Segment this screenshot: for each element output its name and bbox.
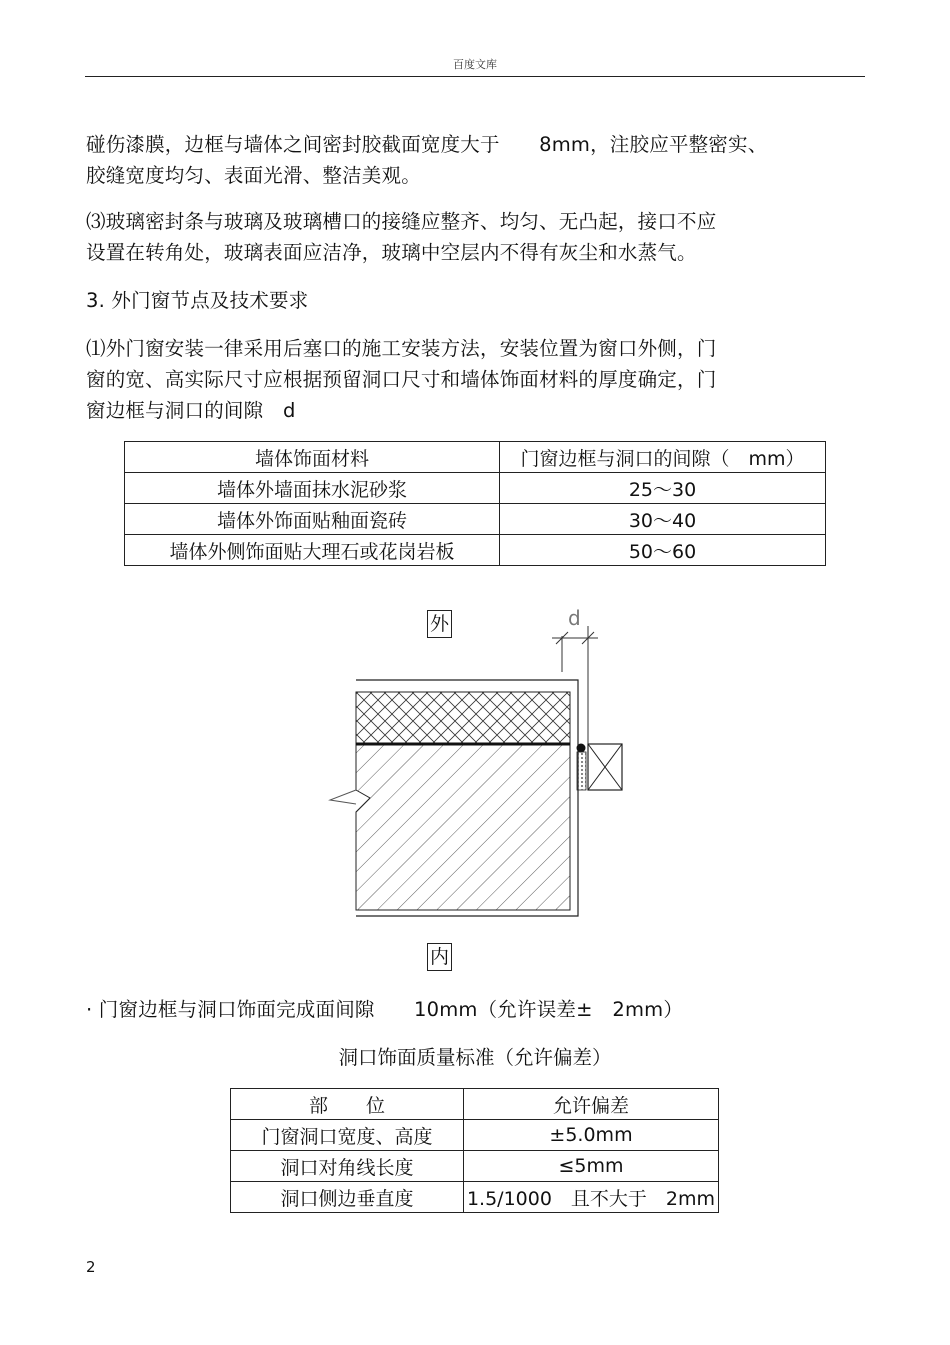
- table-header-cell: 部 位: [231, 1089, 464, 1120]
- table-header-cell: 门窗边框与洞口的间隙（ mm）: [500, 442, 826, 473]
- page-number: 2: [86, 1258, 96, 1276]
- page-header-title: 百度文库: [453, 58, 497, 71]
- table-cell: 25～30: [500, 473, 826, 504]
- table-header-row: [231, 1089, 719, 1120]
- table-row: [125, 535, 826, 566]
- gap-table: [124, 441, 826, 566]
- break-line: [330, 790, 356, 804]
- paragraph-3-line-2: 窗的宽、高实际尺寸应根据预留洞口尺寸和墙体饰面材料的厚度确定，门: [86, 368, 717, 391]
- table-cell: ±5.0mm: [464, 1120, 719, 1151]
- sealant-strip: [577, 752, 586, 790]
- table-cell: ≤5mm: [464, 1151, 719, 1182]
- paragraph-3-line-1: ⑴外门窗安装一律采用后塞口的施工安装方法，安装位置为窗口外侧，门: [86, 337, 717, 360]
- section-heading-3: 3. 外门窗节点及技术要求: [86, 289, 309, 312]
- table-row: [231, 1151, 719, 1182]
- paragraph-1-line-1: 碰伤漆膜，边框与墙体之间密封胶截面宽度大于 8mm，注胶应平整密实、: [86, 133, 768, 156]
- paragraph-2-line-1: ⑶玻璃密封条与玻璃及玻璃槽口的接缝应整齐、均匀、无凸起，接口不应: [86, 210, 717, 233]
- table-cell: 50～60: [500, 535, 826, 566]
- paragraph-2-line-2: 设置在转角处，玻璃表面应洁净，玻璃中空层内不得有灰尘和水蒸气。: [86, 241, 697, 264]
- gap-label-d: d: [568, 606, 581, 630]
- sealant-bead: [577, 744, 586, 753]
- table-cell: 洞口对角线长度: [231, 1151, 464, 1182]
- table-cell: 30～40: [500, 504, 826, 535]
- table-cell: 门窗洞口宽度、高度: [231, 1120, 464, 1151]
- finish-layer: [356, 692, 570, 744]
- table-cell: 墙体外饰面贴釉面瓷砖: [125, 504, 500, 535]
- table-cell: 墙体外侧饰面贴大理石或花岗岩板: [125, 535, 500, 566]
- label-inside: 内: [427, 943, 452, 971]
- table-cell: 1.5/1000 且不大于 2mm: [464, 1182, 719, 1213]
- window-section-diagram: [320, 600, 640, 930]
- table2-caption: 洞口饰面质量标准（允许偏差）: [338, 1046, 612, 1069]
- table-header-cell: 允许偏差: [464, 1089, 719, 1120]
- table-cell: 洞口侧边垂直度: [231, 1182, 464, 1213]
- table-header-row: [125, 442, 826, 473]
- table-row: [125, 473, 826, 504]
- paragraph-1-line-2: 胶缝宽度均匀、表面光滑、整洁美观。: [86, 164, 421, 187]
- table-row: [231, 1182, 719, 1213]
- label-outside: 外: [427, 610, 452, 638]
- table-cell: 墙体外墙面抹水泥砂浆: [125, 473, 500, 504]
- wall-body: [356, 744, 570, 910]
- header-divider: [85, 76, 865, 77]
- table-row: [231, 1120, 719, 1151]
- gap-note: · 门窗边框与洞口饰面完成面间隙 10mm（允许误差± 2mm）: [86, 998, 684, 1021]
- table-header-cell: 墙体饰面材料: [125, 442, 500, 473]
- paragraph-3-line-3: 窗边框与洞口的间隙 d: [86, 399, 296, 422]
- table-row: [125, 504, 826, 535]
- tolerance-table: [230, 1088, 719, 1213]
